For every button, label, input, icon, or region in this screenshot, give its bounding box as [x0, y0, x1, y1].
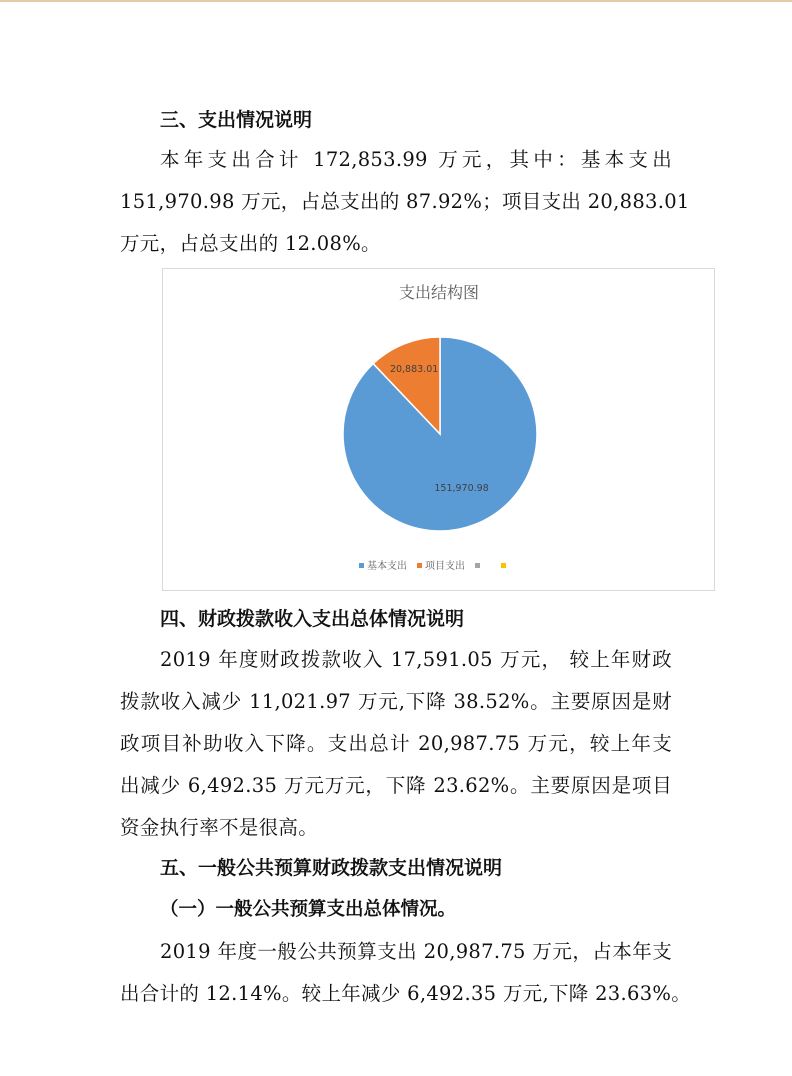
legend-label-1: 基本支出	[367, 561, 407, 572]
legend-label-2: 项目支出	[425, 561, 465, 572]
section-4-paragraph-line-5: 资金执行率不是很高。	[120, 816, 319, 839]
section-3-paragraph-line-2: 151,970.98 万元，占总支出的 87.92%；项目支出 20,883.01	[120, 190, 690, 213]
expenditure-structure-chart	[162, 268, 715, 591]
section-4-paragraph-line-3: 政项目补助收入下降。支出总计 20,987.75 万元，较上年支	[120, 732, 672, 755]
legend-marker-3	[475, 563, 480, 568]
pie-slice-label-2: 20,883.01	[389, 364, 439, 376]
pie-slice-label-1: 151,970.98	[434, 483, 489, 495]
section-3-paragraph-line-1: 本年支出合计 172,853.99 万元，其中：基本支出	[160, 148, 672, 171]
section-5-heading: 五、一般公共预算财政拨款支出情况说明	[160, 857, 503, 879]
section-4-paragraph-line-2: 拨款收入减少 11,021.97 万元,下降 38.52%。主要原因是财	[120, 690, 672, 713]
section-5-paragraph-line-1: 2019 年度一般公共预算支出 20,987.75 万元，占本年支	[160, 940, 672, 963]
section-3-paragraph-line-3: 万元，占总支出的 12.08%。	[120, 232, 381, 255]
section-5-paragraph-line-2: 出合计的 12.14%。较上年减少 6,492.35 万元,下降 23.63%。	[120, 982, 692, 1005]
section-4-paragraph-line-1: 2019 年度财政拨款收入 17,591.05 万元， 较上年财政	[160, 648, 672, 671]
pie-slices	[343, 337, 537, 531]
section-4-paragraph-line-4: 出减少 6,492.35 万元万元，下降 23.62%。主要原因是项目	[120, 774, 672, 797]
section-4-heading: 四、财政拨款收入支出总体情况说明	[160, 608, 465, 630]
legend-marker-4	[501, 563, 506, 568]
section-5-subheading: （一）一般公共预算支出总体情况。	[160, 899, 457, 920]
legend-marker-2	[417, 563, 422, 568]
chart-legend	[359, 559, 506, 572]
section-3-heading: 三、支出情况说明	[160, 109, 313, 131]
chart-title: 支出结构图	[398, 283, 480, 302]
top-border-rule	[0, 0, 792, 2]
pie-chart-svg	[163, 269, 716, 592]
legend-marker-1	[359, 563, 364, 568]
